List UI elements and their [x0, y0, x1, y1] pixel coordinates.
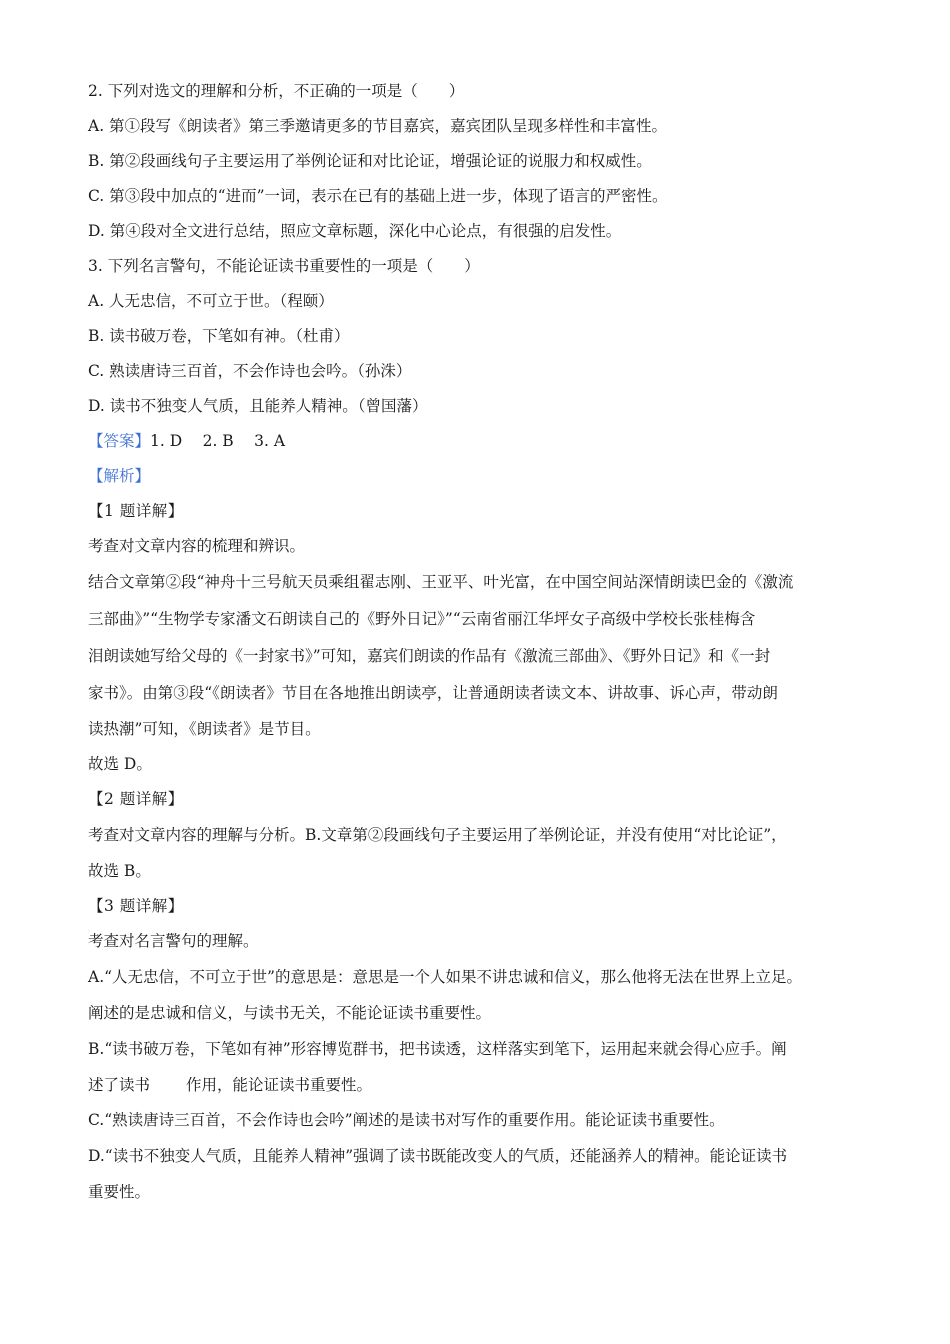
detail-3-line-part: 作用，能论证读书重要性。 — [186, 1076, 373, 1094]
detail-3-line: D.“读书不独变人气质，且能养人精神”强调了读书既能改变人的气质，还能涵养人的精神。能论证读书 — [88, 1147, 788, 1165]
detail-3-line: 重要性。 — [88, 1183, 151, 1201]
detail-3-line — [88, 1068, 878, 1103]
detail-1-line: 家书》。由第③段“《朗读者》节目在各地推出朗读亭，让普通朗读者读文本、讲故事、诉心声，带动朗 — [88, 684, 778, 702]
detail-2-line: 考查对文章内容的理解与分析。B.文章第②段画线句子主要运用了举例论证，并没有使用“对比论证”， — [88, 826, 787, 844]
question-2-option-b: B. 第②段画线句子主要运用了举例论证和对比论证，增强论证的说服力和权威性。 — [88, 152, 652, 170]
detail-2-line: 故选 B。 — [88, 862, 151, 880]
detail-1-line: 故选 D。 — [88, 755, 152, 773]
question-2-option-c: C. 第③段中加点的“进而”一词，表示在已有的基础上进一步，体现了语言的严密性。 — [88, 187, 668, 205]
analysis-label: 【解析】 — [88, 467, 151, 485]
detail-3-line: 考查对名言警句的理解。 — [88, 932, 259, 950]
detail-3-line: A.“人无忠信，不可立于世”的意思是：意思是一个人如果不讲忠诚和信义，那么他将无法在世界上立足。 — [88, 968, 802, 986]
question-3-stem: 3. 下列名言警句，不能论证读书重要性的一项是（ ） — [88, 257, 480, 275]
question-3-option-c: C. 熟读唐诗三百首，不会作诗也会吟。（孙洙） — [88, 362, 412, 380]
detail-1-line: 考查对文章内容的梳理和辨识。 — [88, 537, 306, 555]
question-2-stem: 2. 下列对选文的理解和分析，不正确的一项是（ ） — [88, 82, 465, 100]
detail-3-line: 阐述的是忠诚和信义，与读书无关，不能论证读书重要性。 — [88, 1004, 492, 1022]
question-3-option-b: B. 读书破万卷，下笔如有神。（杜甫） — [88, 327, 350, 345]
detail-1-line: 三部曲》”“生物学专家潘文石朗读自己的《野外日记》”“云南省丽江华坪女子高级中学校长张桂梅含 — [88, 610, 756, 628]
detail-1-line: 读热潮”可知，《朗读者》是节目。 — [88, 720, 321, 738]
detail-3-line-part: 述了读书 — [88, 1076, 151, 1094]
question-2-option-a: A. 第①段写《朗读者》第三季邀请更多的节目嘉宾，嘉宾团队呈现多样性和丰富性。 — [88, 117, 668, 135]
detail-1-line: 泪朗读她写给父母的《一封家书》”可知，嘉宾们朗读的作品有《激流三部曲》、《野外日记》和《一封 — [88, 647, 771, 665]
detail-3-heading: 【3 题详解】 — [88, 897, 184, 915]
detail-2-heading: 【2 题详解】 — [88, 790, 184, 808]
detail-1-heading: 【1 题详解】 — [88, 502, 184, 520]
question-2-option-d: D. 第④段对全文进行总结，照应文章标题，深化中心论点，有很强的启发性。 — [88, 222, 622, 240]
detail-1-line: 结合文章第②段“神舟十三号航天员乘组翟志刚、王亚平、叶光富，在中国空间站深情朗读巴金的《激流 — [88, 573, 794, 591]
answer-line — [88, 424, 878, 459]
detail-3-line: B.“读书破万卷，下笔如有神”形容博览群书，把书读透，这样落实到笔下，运用起来就会得心应手。阐 — [88, 1040, 787, 1058]
document-page — [88, 74, 878, 1210]
answer-label: 【答案】 — [88, 432, 151, 450]
question-3-option-d: D. 读书不独变人气质，且能养人精神。（曾国藩） — [88, 397, 428, 415]
question-3-option-a: A. 人无忠信，不可立于世。（程颐） — [88, 292, 334, 310]
detail-3-line: C.“熟读唐诗三百首，不会作诗也会吟”阐述的是读书对写作的重要作用。能论证读书重要性。 — [88, 1111, 725, 1129]
answer-values: 1. D 2. B 3. A — [150, 432, 286, 450]
